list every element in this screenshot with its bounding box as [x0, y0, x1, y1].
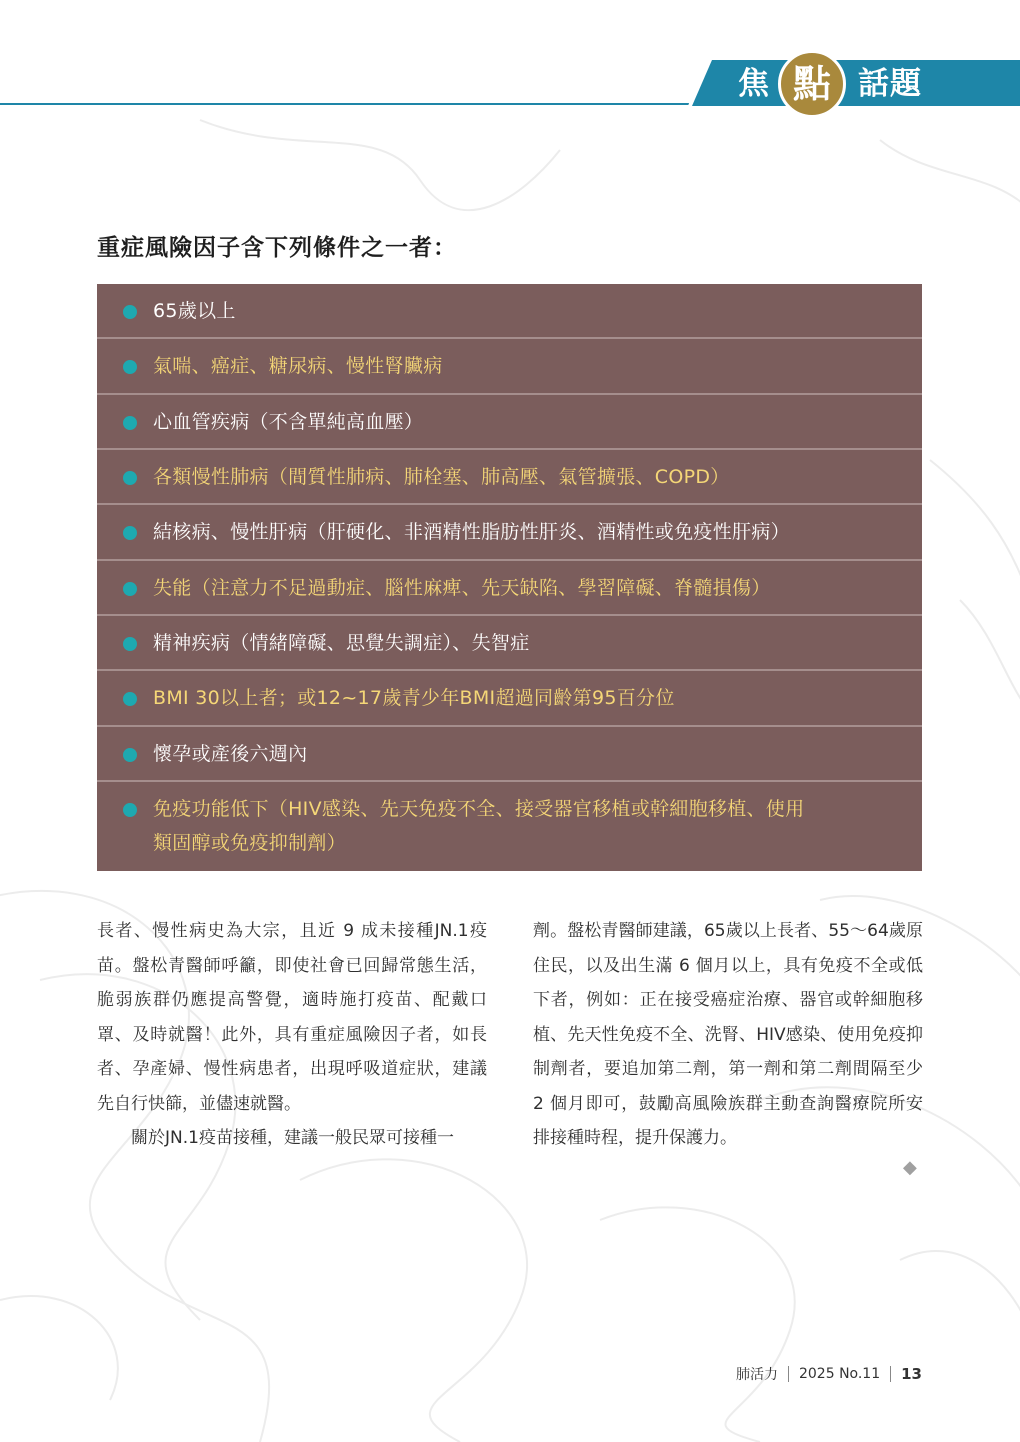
bullet-icon — [123, 803, 137, 817]
section-title-char-3: 話 — [858, 66, 889, 102]
bullet-icon — [123, 416, 137, 430]
risk-factors-box — [97, 284, 922, 871]
risk-factor-item — [97, 450, 922, 505]
risk-factor-text: 懷孕或產後六週內 — [153, 743, 308, 765]
risk-factor-text: 失能（注意力不足過動症、腦性麻痺、先天缺陷、學習障礙、脊髓損傷） — [153, 577, 771, 599]
footer-divider — [788, 1366, 789, 1382]
body-paragraph: 長者、慢性病史為大宗，且近 9 成未接種JN.1疫苗。盤松青醫師呼籲，即使社會已回歸常態生活，脆弱族群仍應提高警覺，適時施打疫苗、配戴口罩、及時就醫！此外，具有重症風險因子者，如長者、孕產婦、慢性病患者，出現呼吸道症狀，建議先自行快篩，並儘速就醫。 — [97, 921, 487, 1114]
issue-number: 2025 No.11 — [798, 1366, 881, 1382]
section-title-char-4: 題 — [890, 66, 921, 102]
body-paragraph: 關於JN.1疫苗接種，建議一般民眾可接種一 — [131, 1128, 454, 1148]
risk-factor-item — [97, 339, 922, 395]
footer-divider — [890, 1366, 891, 1382]
bullet-icon — [123, 305, 137, 319]
risk-factor-item — [97, 395, 922, 450]
page-number: 13 — [901, 1365, 922, 1383]
bullet-icon — [123, 471, 137, 485]
risk-factor-item — [97, 561, 922, 616]
risk-factor-item — [97, 727, 922, 782]
section-title-highlight: 點 — [778, 50, 846, 118]
body-paragraph: 劑。盤松青醫師建議，65歲以上長者、55～64歲原住民，以及出生滿 6 個月以上，具有免疫不全或低下者，例如：正在接受癌症治療、器官或幹細胞移植、先天性免疫不全、洗腎、HIV感染、使用免疫抑制劑者，要追加第二劑，第一劑和第二劑間隔至少 2 個月即可，鼓勵高風險族群主動查詢醫療院所安排接種時程，提升保護力。 — [533, 921, 924, 1148]
risk-factor-item — [97, 616, 922, 671]
section-title-char-1: 焦 — [738, 66, 769, 102]
end-mark-icon: ◆ — [903, 1157, 917, 1178]
risk-factor-text: 氣喘、癌症、糖尿病、慢性腎臟病 — [153, 355, 443, 377]
risk-factor-text: 結核病、慢性肝病（肝硬化、非酒精性脂肪性肝炎、酒精性或免疫性肝病） — [153, 521, 790, 543]
risk-factor-text: 類固醇或免疫抑制劑） — [153, 832, 347, 854]
risk-factor-item — [97, 782, 922, 871]
risk-factors-heading: 重症風險因子含下列條件之一者： — [97, 235, 457, 261]
bullet-icon — [123, 748, 137, 762]
risk-factor-item — [97, 505, 922, 561]
bullet-icon — [123, 360, 137, 374]
body-column-right — [533, 914, 923, 1156]
risk-factor-item — [97, 284, 922, 339]
risk-factor-item — [97, 671, 922, 727]
bullet-icon — [123, 582, 137, 596]
page-footer — [736, 1364, 922, 1384]
risk-factor-text: 免疫功能低下（HIV感染、先天免疫不全、接受器官移植或幹細胞移植、使用 — [153, 798, 805, 820]
body-column-left — [97, 914, 487, 1156]
risk-factor-text: 心血管疾病（不含單純高血壓） — [153, 411, 424, 433]
magazine-name: 肺活力 — [735, 1367, 778, 1383]
risk-factor-text: 各類慢性肺病（間質性肺病、肺栓塞、肺高壓、氣管擴張、COPD） — [153, 466, 730, 488]
risk-factor-text: 精神疾病（情緒障礙、思覺失調症）、失智症 — [153, 632, 530, 654]
bullet-icon — [123, 526, 137, 540]
page-header — [0, 0, 1020, 130]
risk-factor-text: 65歲以上 — [153, 300, 236, 322]
bullet-icon — [123, 637, 137, 651]
risk-factor-text: BMI 30以上者；或12~17歲青少年BMI超過同齡第95百分位 — [153, 687, 675, 709]
bullet-icon — [123, 692, 137, 706]
